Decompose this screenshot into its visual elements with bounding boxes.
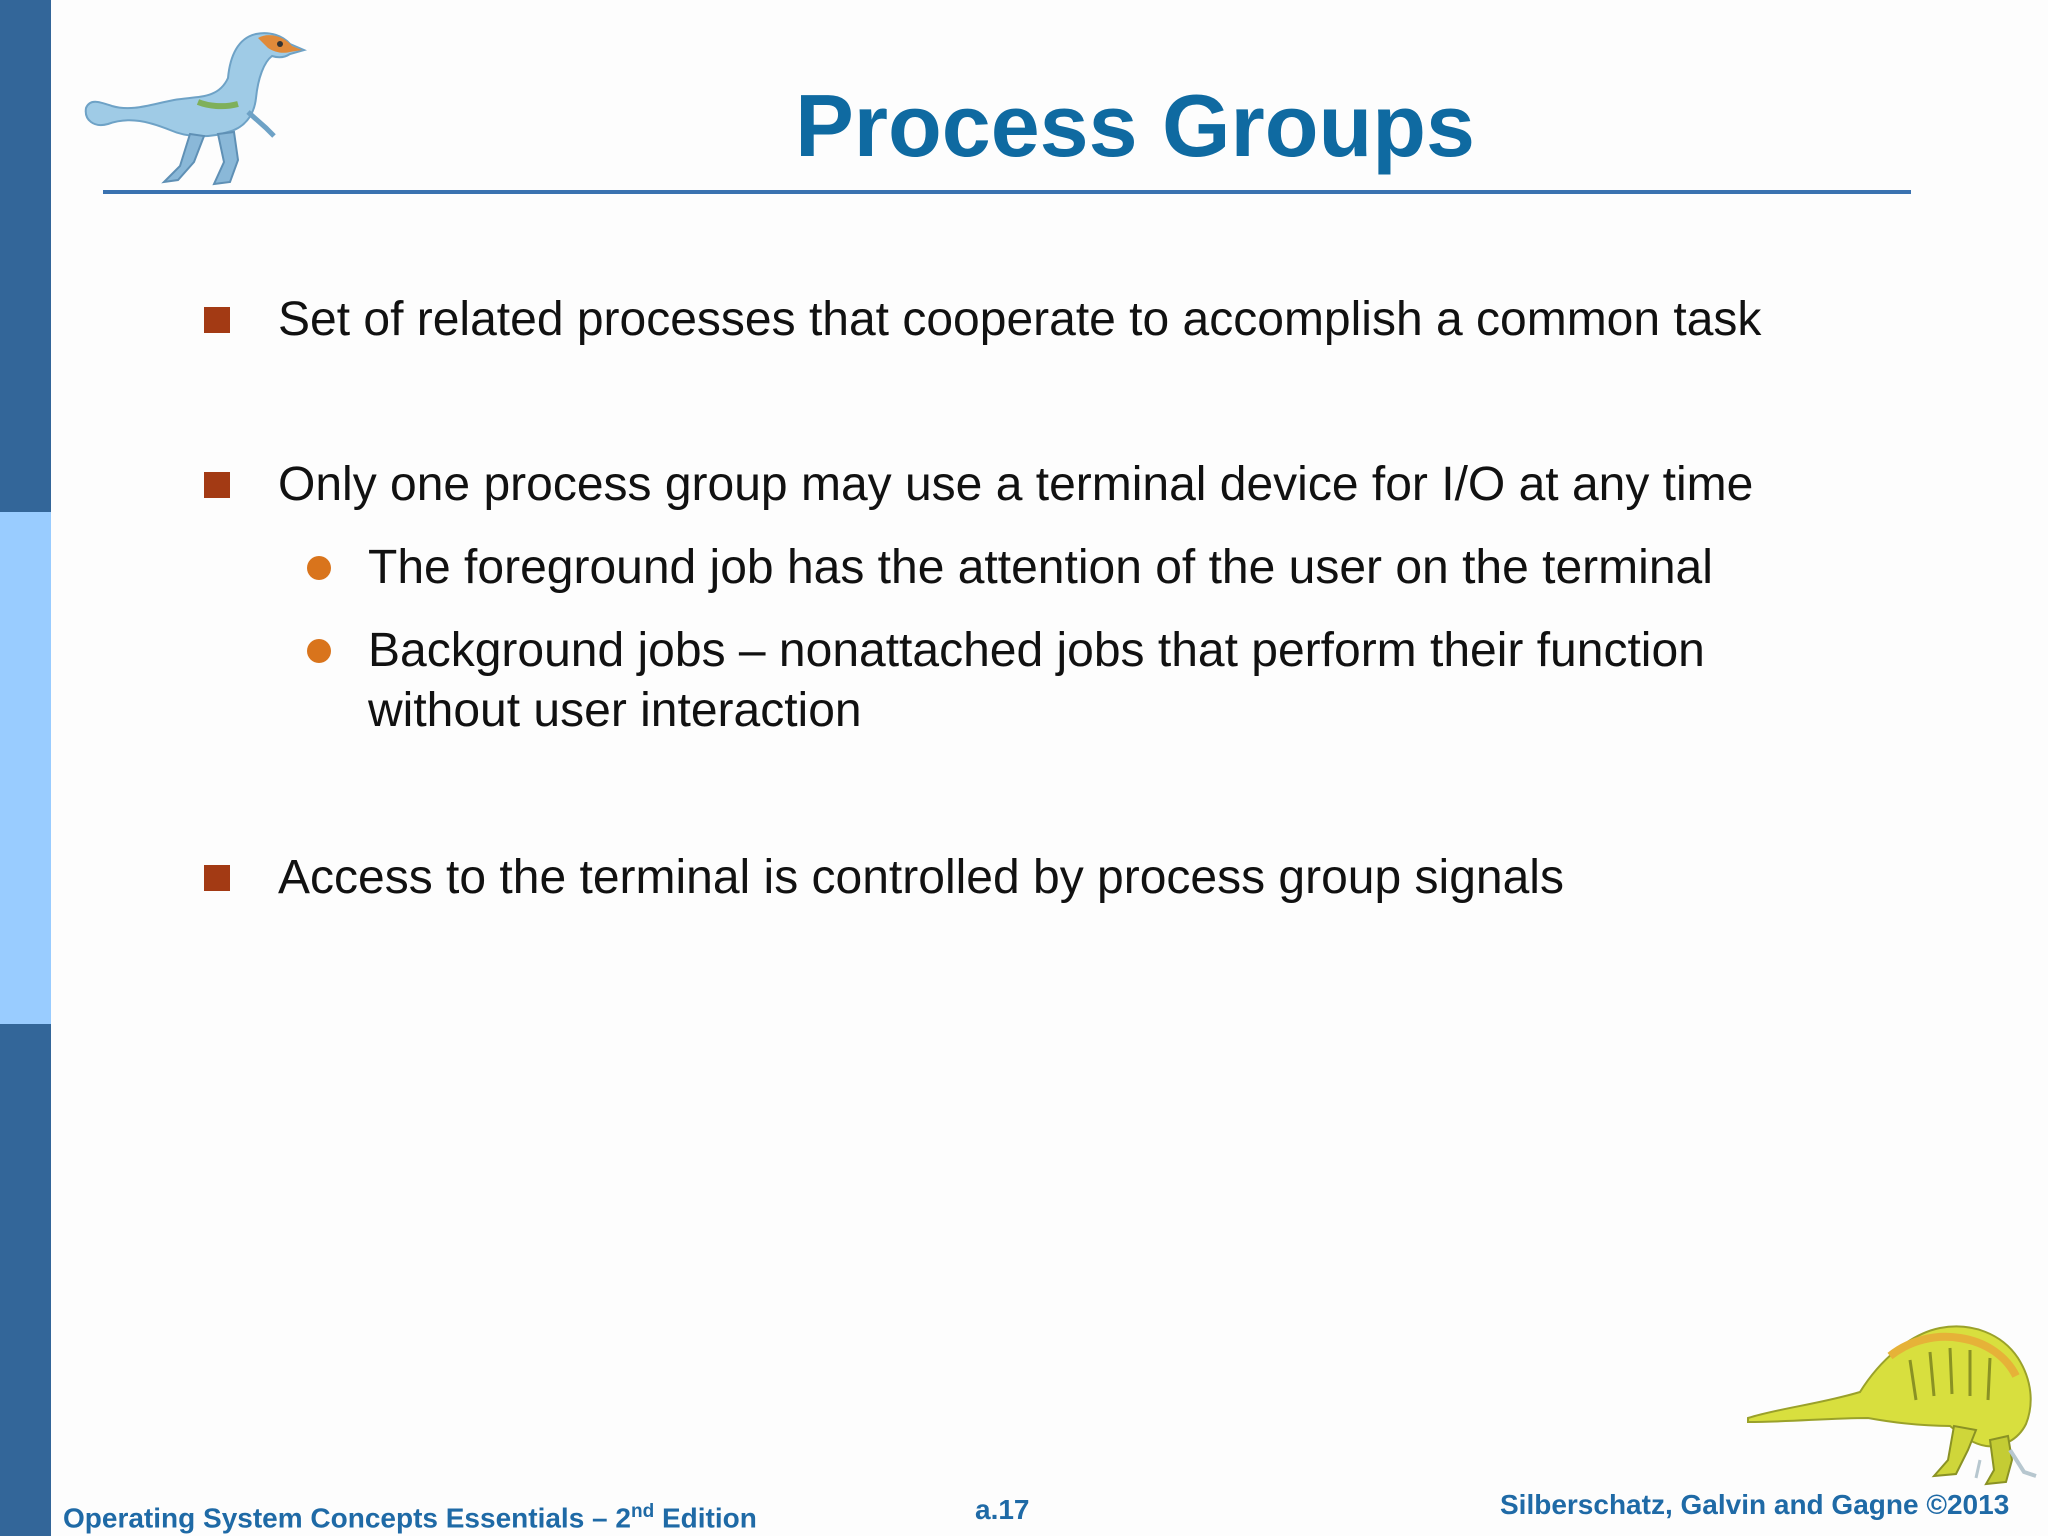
footer-authors: Silberschatz, Galvin and Gagne ©2013 xyxy=(1500,1489,2010,1520)
bullet-text: Set of related processes that cooperate to accomplish a common task xyxy=(278,293,1762,346)
footer-book-title-text: Operating System Concepts Essentials – 2 xyxy=(63,1502,631,1534)
sidebar-segment-bottom xyxy=(0,1024,51,1536)
sidebar-segment-top xyxy=(0,0,51,512)
bullet-item xyxy=(200,848,1928,908)
slide-number: a.17 xyxy=(975,1494,1030,1525)
round-bullet-icon xyxy=(307,556,331,580)
sidebar-segment-middle xyxy=(0,512,51,1024)
sub-bullet-text-line-2: without user interaction xyxy=(368,684,862,737)
footer-book-title-suffix: Edition xyxy=(654,1502,757,1534)
dinosaur-top-left-icon xyxy=(78,16,318,191)
footer-book-title xyxy=(63,1495,757,1535)
title-divider xyxy=(103,190,1911,194)
dinosaur-bottom-right-icon xyxy=(1740,1300,2040,1490)
slide-title: Process Groups xyxy=(795,76,1475,175)
footer-superscript: nd xyxy=(630,1501,655,1522)
square-bullet-icon xyxy=(204,472,230,498)
sub-bullet-text: The foreground job has the attention of the user on the terminal xyxy=(368,541,1713,594)
square-bullet-icon xyxy=(204,865,230,891)
left-sidebar-band xyxy=(0,0,51,1536)
bullet-text: Only one process group may use a terminal device for I/O at any time xyxy=(278,458,1754,511)
bullet-text: Access to the terminal is controlled by process group signals xyxy=(278,851,1564,904)
bullet-item xyxy=(200,455,1928,515)
round-bullet-icon xyxy=(307,639,331,663)
square-bullet-icon xyxy=(204,307,230,333)
bullet-item xyxy=(200,290,1928,350)
sub-bullet-text-line-1: Background jobs – nonattached jobs that perform their function xyxy=(368,624,1705,677)
